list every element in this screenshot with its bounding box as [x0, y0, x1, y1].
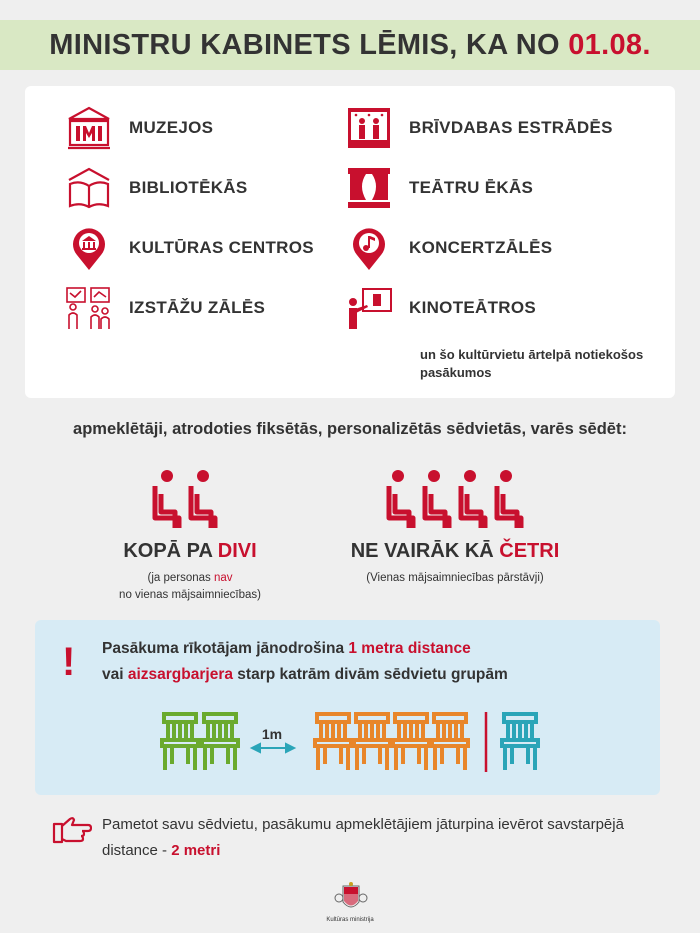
venues-note: un šo kultūrvietu ārtelpā notiekošos pasākumos: [420, 347, 644, 380]
group-four-title: NE VAIRĀK KĀ ČETRI: [350, 540, 560, 562]
venue-outdoor-stages: [345, 104, 613, 152]
book-icon: [65, 164, 113, 212]
group-four-subtitle: (Vienas mājsaimniecības pārstāvji): [366, 572, 544, 584]
cinema-icon: [345, 284, 393, 332]
theatre-curtain-icon: [345, 164, 393, 212]
venue-label: BRĪVDABAS ESTRĀDĒS: [409, 118, 613, 137]
outdoor-stage-icon: [345, 104, 393, 152]
venue-label: KULTŪRAS CENTROS: [129, 238, 314, 257]
ministry-logo: [334, 880, 368, 921]
distance-label: 1m: [261, 726, 283, 742]
pointing-hand-icon: [52, 814, 92, 851]
venue-concert-halls: [345, 224, 552, 272]
venue-theatres: [345, 164, 533, 212]
venue-label: MUZEJOS: [129, 118, 214, 137]
venue-label: KONCERTZĀLĒS: [409, 238, 553, 257]
museum-icon: [65, 104, 113, 152]
venue-label: BIBLIOTĒKĀS: [129, 178, 248, 197]
group-two-title: KOPĀ PA DIVI: [123, 540, 257, 562]
venue-culture-centers: [65, 224, 314, 272]
venue-label: TEĀTRU ĒKĀS: [409, 178, 534, 197]
four-seats-icon: [385, 468, 535, 535]
page-title: MINISTRU KABINETS LĒMIS, KA NO 01.08.: [49, 29, 651, 61]
ministry-logo-text: Kultūras ministrija: [326, 917, 374, 923]
bottom-note: Pametot savu sēdvietu, pasākumu apmeklētājiem jāturpina ievērot savstarpējā distance - 2 metri: [102, 816, 624, 859]
culture-center-pin-icon: [65, 224, 113, 272]
distance-info-text: Pasākuma rīkotājam jānodrošina 1 metra distance vai aizsargbarjera starp katrām divām sēdvietu grupām: [102, 640, 508, 683]
exhibition-icon: [65, 284, 113, 332]
venue-libraries: [65, 164, 248, 212]
venue-museums: [65, 104, 213, 152]
venue-label: IZSTĀŽU ZĀLĒS: [129, 298, 266, 317]
venue-exhibition-halls: [65, 284, 265, 332]
exclamation-icon: !: [62, 640, 76, 684]
title-date: 01.08.: [568, 29, 651, 61]
seating-subhead: apmeklētāji, atrodoties fiksētās, personalizētās sēdvietās, varēs sēdēt:: [73, 420, 627, 438]
venue-label: KINOTEĀTROS: [409, 298, 537, 317]
seating-diagram: [160, 712, 580, 779]
two-seats-icon: [145, 468, 225, 535]
group-two-subtitle: (ja personas nav no vienas mājsaimniecības): [119, 572, 261, 601]
venue-cinemas: [345, 284, 536, 332]
concert-hall-pin-icon: [345, 224, 393, 272]
